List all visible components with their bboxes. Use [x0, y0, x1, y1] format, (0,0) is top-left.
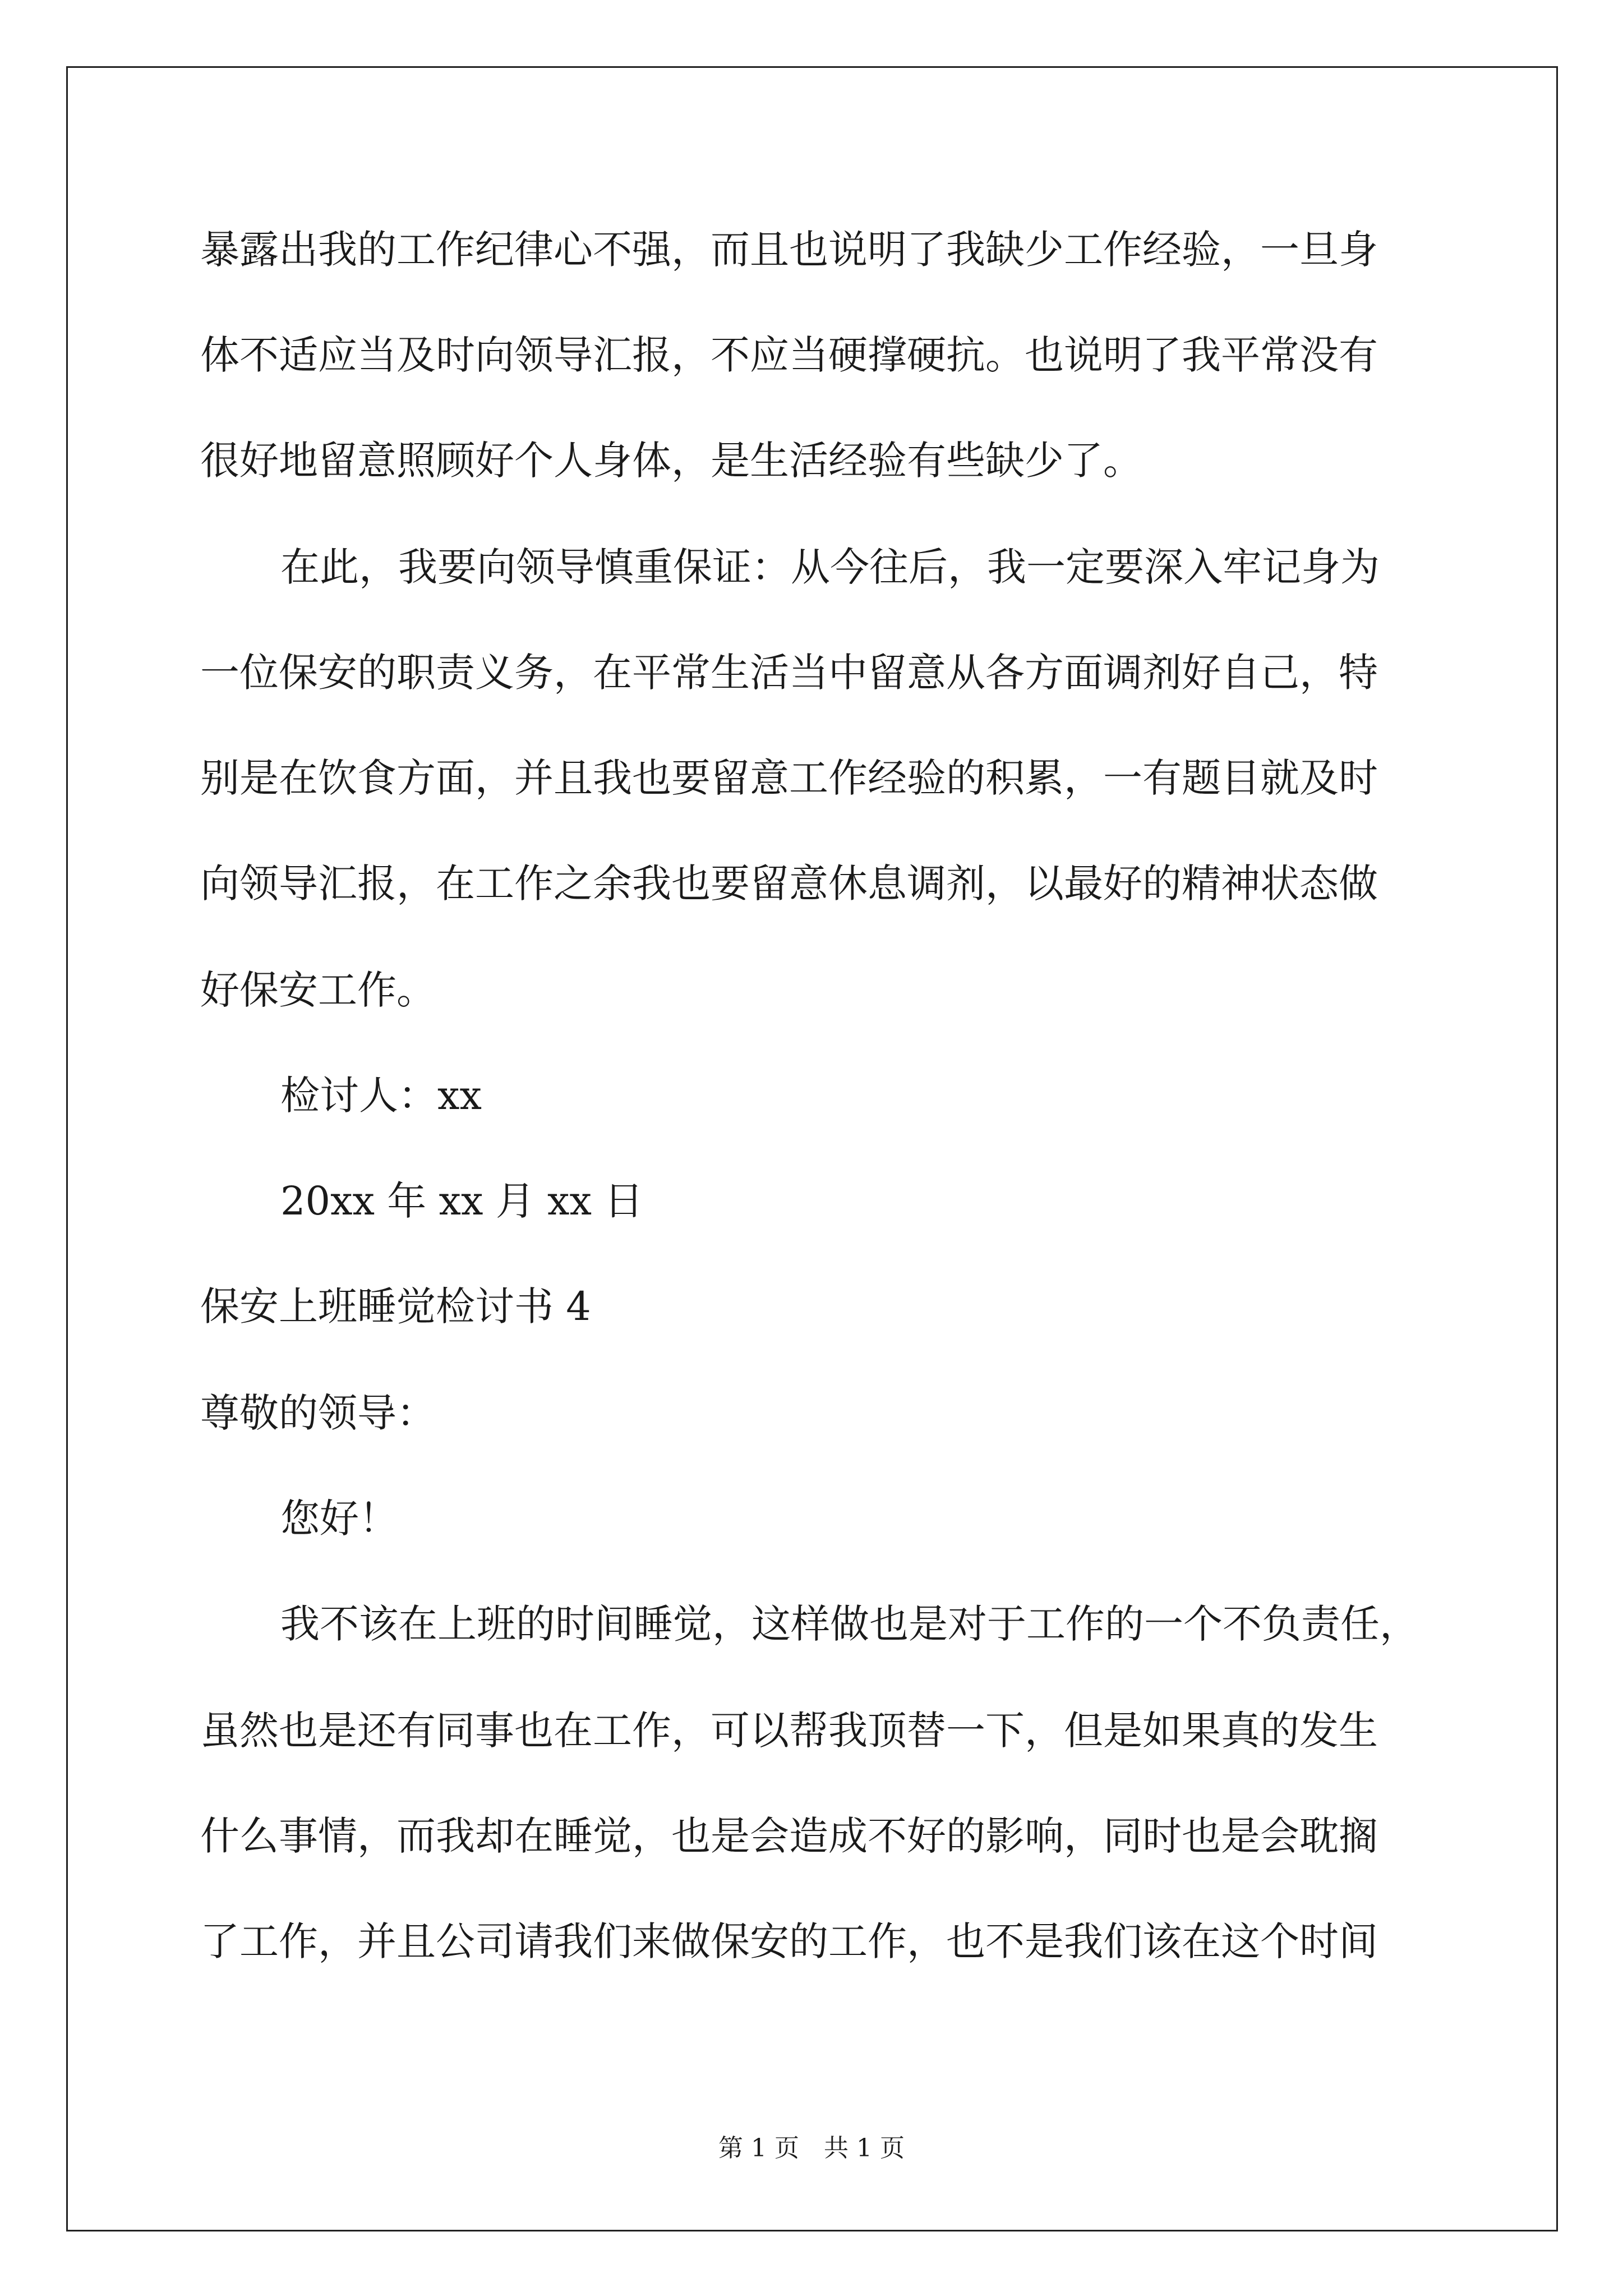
text-line-1: 暴露出我的工作纪律心不强，而且也说明了我缺少工作经验，一旦身	[200, 227, 1378, 273]
text-line-2: 体不适应当及时向领导汇报，不应当硬撑硬抗。也说明了我平常没有	[200, 332, 1378, 378]
text-line-4: 在此，我要向领导慎重保证：从今往后，我一定要深入牢记身为	[280, 544, 1380, 590]
signature-line: 检讨人：xx	[280, 1073, 482, 1119]
text-line-14: 我不该在上班的时间睡觉，这样做也是对于工作的一个不负责任，	[280, 1601, 1419, 1647]
text-line-8: 好保安工作。	[200, 967, 436, 1013]
text-line-7: 向领导汇报，在工作之余我也要留意休息调剂，以最好的精神状态做	[200, 861, 1378, 907]
text-line-16: 什么事情，而我却在睡觉，也是会造成不好的影响，同时也是会耽搁	[200, 1813, 1378, 1859]
text-line-5: 一位保安的职责义务，在平常生活当中留意从各方面调剂好自己，特	[200, 650, 1378, 696]
text-line-15: 虽然也是还有同事也在工作，可以帮我顶替一下，但是如果真的发生	[200, 1708, 1378, 1754]
greeting: 您好！	[280, 1496, 398, 1542]
text-line-17: 了工作，并且公司请我们来做保安的工作，也不是我们该在这个时间	[200, 1918, 1378, 1964]
page-footer: 第 1 页 共 1 页	[718, 2134, 905, 2162]
text-line-6: 别是在饮食方面，并且我也要留意工作经验的积累，一有题目就及时	[200, 755, 1378, 801]
section-title: 保安上班睡觉检讨书 4	[200, 1283, 591, 1329]
text-line-3: 很好地留意照顾好个人身体，是生活经验有些缺少了。	[200, 438, 1142, 484]
page-border	[66, 66, 1558, 2231]
salutation: 尊敬的领导：	[200, 1390, 436, 1436]
date-line: 20xx 年 xx 月 xx 日	[280, 1178, 644, 1224]
